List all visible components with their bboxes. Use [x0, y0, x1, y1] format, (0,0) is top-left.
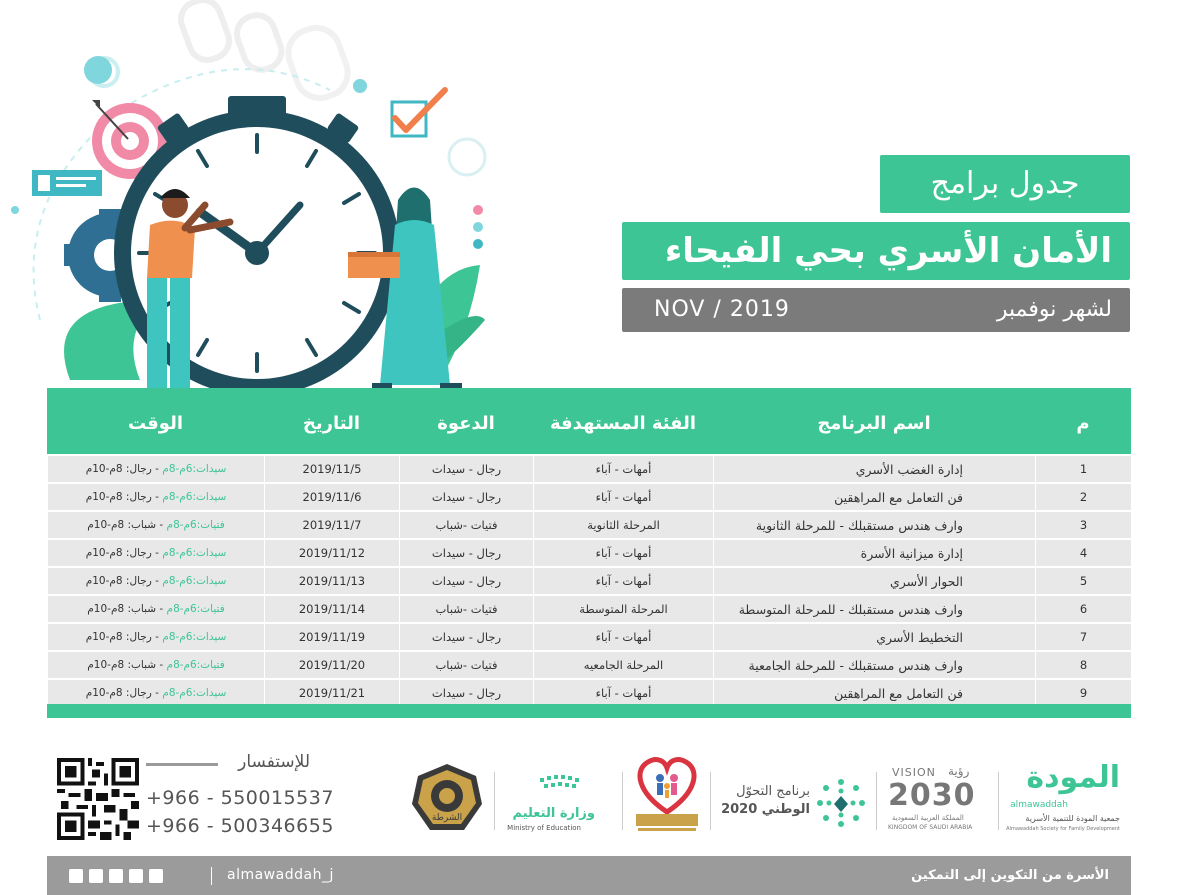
- facebook-icon[interactable]: [89, 869, 103, 883]
- header-name: اسم البرنامج: [817, 413, 931, 434]
- bottom-bar: [47, 856, 1131, 895]
- cell-invite: فتيات -شباب: [399, 512, 533, 539]
- cell-date: 2019/11/12: [264, 540, 399, 567]
- ntp-line-1: برنامج التحوّل: [736, 784, 810, 799]
- deco-rounded-shape: [282, 21, 355, 105]
- cell-time: سيدات:6م-8م - رجال: 8م-10م: [47, 540, 264, 567]
- almawaddah-sub-ar: جمعية المودة للتنمية الأسرية: [1025, 814, 1120, 823]
- cell-target: المرحلة الثانوية: [533, 512, 713, 539]
- cell-invite: رجال - سيدات: [399, 680, 533, 707]
- police-logo-text: الشرطة: [431, 813, 463, 823]
- phone-number-2[interactable]: +966 - 500346655: [146, 815, 334, 837]
- cell-num: 3: [1035, 512, 1131, 539]
- cell-name: وارف هندس مستقبلك - للمرحلة الجامعية: [713, 652, 1035, 679]
- cell-target: أمهات - آباء: [533, 540, 713, 567]
- logo-divider: [622, 772, 623, 830]
- phone-number-1[interactable]: +966 - 550015537: [146, 787, 334, 809]
- inquiry-label: للإستفسار: [238, 752, 310, 772]
- qr-code[interactable]: [57, 758, 139, 840]
- ntp-line-2: الوطني 2020: [721, 802, 810, 817]
- cell-time: سيدات:6م-8م - رجال: 8م-10م: [47, 484, 264, 511]
- cell-date: 2019/11/14: [264, 596, 399, 623]
- table-row: [47, 624, 1131, 651]
- cell-name: فن التعامل مع المراهقين: [713, 484, 1035, 511]
- programs-table: [47, 388, 1131, 718]
- deco-dot: [353, 79, 367, 93]
- bar-divider: [211, 867, 212, 885]
- cell-target: أمهات - آباء: [533, 680, 713, 707]
- table-footer-bar: [47, 704, 1131, 718]
- vision-kingdom-en: KINGDOM OF SAUDI ARABIA: [888, 824, 973, 831]
- cell-invite: رجال - سيدات: [399, 624, 533, 651]
- cell-invite: رجال - سيدات: [399, 540, 533, 567]
- social-handle[interactable]: almawaddah_j: [227, 867, 334, 883]
- moe-name-en: Ministry of Education: [507, 824, 581, 832]
- cell-date: 2019/11/6: [264, 484, 399, 511]
- deco-dot: [84, 56, 112, 84]
- deco-dot: [473, 205, 483, 215]
- cell-target: المرحلة الجامعيه: [533, 652, 713, 679]
- cell-num: 4: [1035, 540, 1131, 567]
- cell-time: سيدات:6م-8م - رجال: 8م-10م: [47, 624, 264, 651]
- cell-num: 8: [1035, 652, 1131, 679]
- almawaddah-logo: [1004, 760, 1126, 836]
- clock-illustration: [0, 0, 520, 400]
- cell-num: 7: [1035, 624, 1131, 651]
- cell-name: إدارة الغضب الأسري: [713, 456, 1035, 483]
- month-arabic: لشهر نوفمبر: [996, 297, 1112, 322]
- table-row: [47, 568, 1131, 595]
- cell-date: 2019/11/19: [264, 624, 399, 651]
- header-invite: الدعوة: [437, 413, 495, 434]
- cell-time: سيدات:6م-8م - رجال: 8م-10م: [47, 456, 264, 483]
- cell-time: فتيات:6م-8م - شباب: 8م-10م: [47, 652, 264, 679]
- table-row: [47, 540, 1131, 567]
- moe-logo: [505, 772, 615, 832]
- table-row: [47, 596, 1131, 623]
- header-date: التاريخ: [302, 413, 361, 434]
- police-logo: [410, 762, 484, 836]
- cell-date: 2019/11/7: [264, 512, 399, 539]
- cell-name: وارف هندس مستقبلك - للمرحلة المتوسطة: [713, 596, 1035, 623]
- twitter-icon[interactable]: [69, 869, 83, 883]
- cell-invite: فتيات -شباب: [399, 652, 533, 679]
- cell-invite: رجال - سيدات: [399, 484, 533, 511]
- moe-name-ar: وزارة التعليم: [512, 806, 595, 821]
- cell-target: أمهات - آباء: [533, 484, 713, 511]
- cell-name: إدارة ميزانية الأسرة: [713, 540, 1035, 567]
- month-bar: [622, 288, 1130, 332]
- deco-rounded-shape: [176, 0, 234, 65]
- cell-invite: فتيات -شباب: [399, 596, 533, 623]
- cell-target: أمهات - آباء: [533, 624, 713, 651]
- cell-date: 2019/11/13: [264, 568, 399, 595]
- cell-date: 2019/11/5: [264, 456, 399, 483]
- table-row: [47, 512, 1131, 539]
- cell-time: سيدات:6م-8م - رجال: 8م-10م: [47, 568, 264, 595]
- header-time: الوقت: [127, 413, 184, 434]
- deco-ring: [449, 139, 485, 175]
- header-target: الفئة المستهدفة: [549, 413, 697, 434]
- cell-num: 9: [1035, 680, 1131, 707]
- cell-name: الحوار الأسري: [713, 568, 1035, 595]
- title-line-1: جدول برامج: [880, 155, 1130, 213]
- cell-invite: رجال - سيدات: [399, 456, 533, 483]
- cell-invite: رجال - سيدات: [399, 568, 533, 595]
- deco-dot: [11, 206, 19, 214]
- deco-dot: [473, 222, 483, 232]
- family-heart-logo: [632, 750, 702, 834]
- vision-year: 2030: [888, 778, 976, 813]
- deco-dot: [473, 239, 483, 249]
- cell-name: وارف هندس مستقبلك - للمرحلة الثانوية: [713, 512, 1035, 539]
- month-english: NOV / 2019: [654, 297, 790, 322]
- table-row: [47, 456, 1131, 483]
- almawaddah-name-ar: المودة: [1026, 760, 1120, 795]
- cell-num: 6: [1035, 596, 1131, 623]
- cell-time: سيدات:6م-8م - رجال: 8م-10م: [47, 680, 264, 707]
- cell-target: المرحلة المتوسطة: [533, 596, 713, 623]
- checkbox-icon: [392, 90, 445, 136]
- table-row: [47, 484, 1131, 511]
- cell-target: أمهات - آباء: [533, 456, 713, 483]
- logo-divider: [710, 772, 711, 830]
- cell-num: 5: [1035, 568, 1131, 595]
- cell-time: فتيات:6م-8م - شباب: 8م-10م: [47, 512, 264, 539]
- cell-date: 2019/11/20: [264, 652, 399, 679]
- youtube-icon[interactable]: [129, 869, 143, 883]
- cell-date: 2019/11/21: [264, 680, 399, 707]
- cell-time: فتيات:6م-8م - شباب: 8م-10م: [47, 596, 264, 623]
- moe-logo-mark: [505, 772, 615, 832]
- cell-num: 2: [1035, 484, 1131, 511]
- cell-target: أمهات - آباء: [533, 568, 713, 595]
- footer-slogan: الأسرة من التكوين إلى التمكين: [911, 868, 1109, 883]
- vision-word-ar: رؤية: [948, 764, 970, 778]
- snapchat-icon[interactable]: [149, 869, 163, 883]
- deco-rounded-shape: [232, 10, 287, 75]
- table-row: [47, 652, 1131, 679]
- almawaddah-sub-en: Almawaddah Society for Family Development: [1006, 826, 1120, 832]
- cell-name: التخطيط الأسري: [713, 624, 1035, 651]
- title-line-2: الأمان الأسري بحي الفيحاء: [622, 222, 1130, 280]
- cell-name: فن التعامل مع المراهقين: [713, 680, 1035, 707]
- logo-divider: [998, 772, 999, 830]
- logo-divider: [494, 772, 495, 830]
- ntp-logo: [718, 772, 870, 832]
- table-header: [47, 388, 1131, 454]
- almawaddah-name-en: almawaddah: [1010, 800, 1068, 810]
- instagram-icon[interactable]: [109, 869, 123, 883]
- table-row: [47, 680, 1131, 707]
- card-icon: [32, 170, 102, 196]
- header-num: م: [1076, 413, 1090, 434]
- logo-divider: [876, 772, 877, 830]
- cell-num: 1: [1035, 456, 1131, 483]
- vision-kingdom-ar: المملكة العربية السعودية: [892, 814, 964, 822]
- vision-word-en: VISION: [892, 766, 936, 779]
- vision-2030-logo: [884, 764, 992, 834]
- ntp-logo-mark: [814, 776, 868, 830]
